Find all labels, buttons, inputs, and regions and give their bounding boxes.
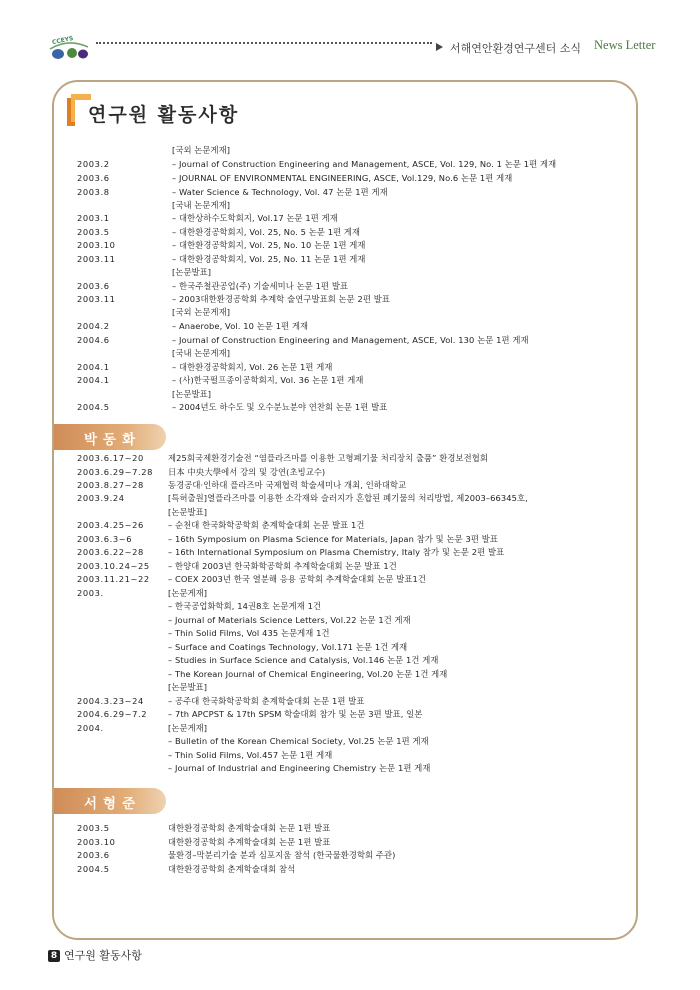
item-text: [국내 논문게재] <box>172 200 231 210</box>
item-date: 2003.6.17~20 <box>77 453 144 463</box>
list-item <box>77 862 637 876</box>
section-header-seo <box>54 788 166 814</box>
item-date: 2003.6.3~6 <box>77 534 133 544</box>
cceys-logo <box>48 32 90 60</box>
item-date: 2003.1 <box>77 213 110 223</box>
item-text: 日本 中央大學에서 강의 및 강연(초빙교수) <box>168 467 326 477</box>
list-item <box>77 748 637 762</box>
item-text: [특허출원]열플라즈마를 이용한 소각재와 슬러지가 혼합된 폐기물의 처리방법, 제2003–66345호, <box>168 493 528 503</box>
list-item <box>77 613 637 627</box>
list-item <box>77 640 637 654</box>
list-item <box>77 532 637 546</box>
item-date: 2003.6 <box>77 173 110 183</box>
list-item <box>77 680 637 694</box>
item-text: – 한국주철관공업(주) 기술세미나 논문 1편 발표 <box>172 281 349 291</box>
item-text: – Journal of Industrial and Engineering Chemistry 논문 1편 게재 <box>168 763 431 773</box>
list-item <box>77 292 637 306</box>
item-date: 2004.3.23~24 <box>77 696 144 706</box>
list-item <box>77 626 637 640</box>
list-item <box>77 185 637 199</box>
item-text: 제25회국제환경기술전 “염플라즈마를 이용한 고형폐기물 처리장치 출품” 환경보전협회 <box>168 453 488 463</box>
item-text: 물환경–막분리기술 분과 심포지움 참석 (한국물환경학회 주관) <box>168 850 396 860</box>
list-item <box>77 346 637 360</box>
list-item <box>77 451 637 465</box>
item-text: [논문게재] <box>168 723 208 733</box>
item-text: [국내 논문게재] <box>172 348 231 358</box>
item-text: – Studies in Surface Science and Catalysis, Vol.146 논문 1건 게재 <box>168 655 439 665</box>
item-date: 2003.9.24 <box>77 493 125 503</box>
item-date: 2004.1 <box>77 362 110 372</box>
list-item <box>77 572 637 586</box>
item-text: – Bulletin of the Korean Chemical Society, Vol.25 논문 1편 게재 <box>168 736 429 746</box>
list-item <box>77 225 637 239</box>
list-item <box>77 238 637 252</box>
item-date: 2004. <box>77 723 104 733</box>
list-item <box>77 761 637 775</box>
item-text: [국외 논문게재] <box>172 145 231 155</box>
footer-label: 연구원 활동사항 <box>64 949 142 962</box>
list-item <box>77 653 637 667</box>
item-date: 2003.10 <box>77 240 116 250</box>
item-text: 대한환경공학회 춘계학술대회 참석 <box>168 864 296 874</box>
item-text: – COEX 2003년 한국 열분해 응용 공학회 추계학술대회 논문 발표1건 <box>168 574 426 584</box>
item-text: 대한환경공학회 춘계학술대회 논문 1편 발표 <box>168 823 331 833</box>
item-text: – Journal of Construction Engineering and Management, ASCE, Vol. 129, No. 1 논문 1편 게재 <box>172 159 557 169</box>
item-text: – Anaerobe, Vol. 10 논문 1편 게재 <box>172 321 309 331</box>
item-date: 2004.5 <box>77 864 110 874</box>
list-item <box>77 333 637 347</box>
list-item <box>77 707 637 721</box>
list-item <box>77 465 637 479</box>
list-item <box>77 559 637 573</box>
item-text: [논문발표] <box>172 389 212 399</box>
item-text: – 16th Symposium on Plasma Science for Materials, Japan 참가 및 논문 3편 발표 <box>168 534 498 544</box>
item-text: – 대한환경공학회지, Vol. 25, No. 5 논문 1편 게재 <box>172 227 361 237</box>
item-text: – 대한환경공학회지, Vol. 26 논문 1편 게재 <box>172 362 333 372</box>
item-date: 2004.1 <box>77 375 110 385</box>
logo-text: CCEYS <box>51 34 75 47</box>
item-date: 2003.6.22~28 <box>77 547 144 557</box>
item-text: – 2003대한환경공학회 추계학 술연구발표회 논문 2편 발표 <box>172 294 390 304</box>
list-item <box>77 360 637 374</box>
item-text: – 대한상하수도학회지, Vol.17 논문 1편 게재 <box>172 213 338 223</box>
list-item <box>77 599 637 613</box>
list-item <box>77 211 637 225</box>
list-item <box>77 478 637 492</box>
item-date: 2003.4.25~26 <box>77 520 144 530</box>
list-item <box>77 835 637 849</box>
item-text: – 7th APCPST & 17th SPSM 학술대회 참가 및 논문 3편 발표, 일본 <box>168 709 423 719</box>
item-date: 2004.6 <box>77 335 110 345</box>
list-item <box>77 157 637 171</box>
item-date: 2003.11 <box>77 254 116 264</box>
list-item <box>77 848 637 862</box>
list-item <box>77 734 637 748</box>
item-text: [논문발표] <box>168 682 208 692</box>
page-number: 8 <box>48 950 60 962</box>
item-date: 2003.11.21~22 <box>77 574 150 584</box>
item-text: – 한국공업화학회, 14권8호 논문게재 1건 <box>168 601 322 611</box>
item-date: 2003. <box>77 588 104 598</box>
item-text: – 순천대 한국화학공학회 춘계학술대회 논문 발표 1건 <box>168 520 365 530</box>
list-item <box>77 545 637 559</box>
item-date: 2003.8 <box>77 187 110 197</box>
header-dotted-rule <box>96 42 432 44</box>
item-date: 2003.6.29~7.28 <box>77 467 154 477</box>
list-item <box>77 694 637 708</box>
list-item <box>77 821 637 835</box>
list-item <box>77 305 637 319</box>
item-text: 동경공대·인하대 플라즈마 국제협력 학술세미나 개최, 인하대학교 <box>168 480 407 490</box>
list-item <box>77 265 637 279</box>
section-title: 서형준 <box>84 796 142 812</box>
item-text: – (사)한국펄프종이공학회지, Vol. 36 논문 1편 게재 <box>172 375 364 385</box>
page-title: 연구원 활동사항 <box>88 104 240 126</box>
item-text: – 대한환경공학회지, Vol. 25, No. 11 논문 1편 게재 <box>172 254 366 264</box>
item-text: – Journal of Materials Science Letters, Vol.22 논문 1건 게재 <box>168 615 411 625</box>
item-text: 대한환경공학회 추계학술대회 논문 1편 발표 <box>168 837 331 847</box>
list-item <box>77 387 637 401</box>
item-text: – Water Science & Technology, Vol. 47 논문 1편 게재 <box>172 187 388 197</box>
section-title: 박동화 <box>84 432 142 448</box>
arrow-right-icon <box>436 43 443 51</box>
list-item <box>77 171 637 185</box>
list-item <box>77 667 637 681</box>
list-item <box>77 491 637 505</box>
item-text: – 대한환경공학회지, Vol. 25, No. 10 논문 1편 게재 <box>172 240 366 250</box>
section-header-park <box>54 424 166 450</box>
item-date: 2004.2 <box>77 321 110 331</box>
item-text: – Thin Solid Films, Vol 435 논문게재 1건 <box>168 628 330 638</box>
item-date: 2003.5 <box>77 227 110 237</box>
item-text: – 공주대 한국화학공학회 춘계학술대회 논문 1편 발표 <box>168 696 365 706</box>
item-text: – The Korean Journal of Chemical Engineering, Vol.20 논문 1건 게재 <box>168 669 448 679</box>
list-item <box>77 279 637 293</box>
item-text: [논문발표] <box>172 267 212 277</box>
item-date: 2003.6 <box>77 281 110 291</box>
item-date: 2004.5 <box>77 402 110 412</box>
item-text: [논문발표] <box>168 507 208 517</box>
item-text: – 한양대 2003년 한국화학공학회 추계학술대회 논문 발표 1건 <box>168 561 397 571</box>
list-item <box>77 400 637 414</box>
header-newsletter-label: News Letter <box>594 38 656 52</box>
list-item <box>77 143 637 157</box>
item-text: – Journal of Construction Engineering and Management, ASCE, Vol. 130 논문 1편 게재 <box>172 335 529 345</box>
item-text: [논문게재] <box>168 588 208 598</box>
item-date: 2003.8.27~28 <box>77 480 144 490</box>
item-text: – JOURNAL OF ENVIRONMENTAL ENGINEERING, ASCE, Vol.129, No.6 논문 1편 게재 <box>172 173 513 183</box>
item-text: – 2004년도 하수도 및 오수분뇨분야 연찬회 논문 1편 발표 <box>172 402 388 412</box>
list-item <box>77 505 637 519</box>
item-text: – 16th International Symposium on Plasma Chemistry, Italy 참가 및 논문 2편 발표 <box>168 547 505 557</box>
list-item <box>77 721 637 735</box>
item-text: [국외 논문게재] <box>172 307 231 317</box>
list-item <box>77 518 637 532</box>
item-date: 2003.5 <box>77 823 110 833</box>
item-date: 2003.6 <box>77 850 110 860</box>
item-text: – Surface and Coatings Technology, Vol.171 논문 1건 게재 <box>168 642 408 652</box>
header-title: 서해연안환경연구센터 소식 <box>450 42 582 55</box>
list-item <box>77 252 637 266</box>
list-item <box>77 198 637 212</box>
item-date: 2003.2 <box>77 159 110 169</box>
list-item <box>77 373 637 387</box>
item-date: 2004.6.29~7.2 <box>77 709 148 719</box>
item-date: 2003.10 <box>77 837 116 847</box>
item-text: – Thin Solid Films, Vol.457 논문 1편 게재 <box>168 750 333 760</box>
list-item <box>77 319 637 333</box>
item-date: 2003.11 <box>77 294 116 304</box>
list-item <box>77 586 637 600</box>
item-date: 2003.10.24~25 <box>77 561 150 571</box>
